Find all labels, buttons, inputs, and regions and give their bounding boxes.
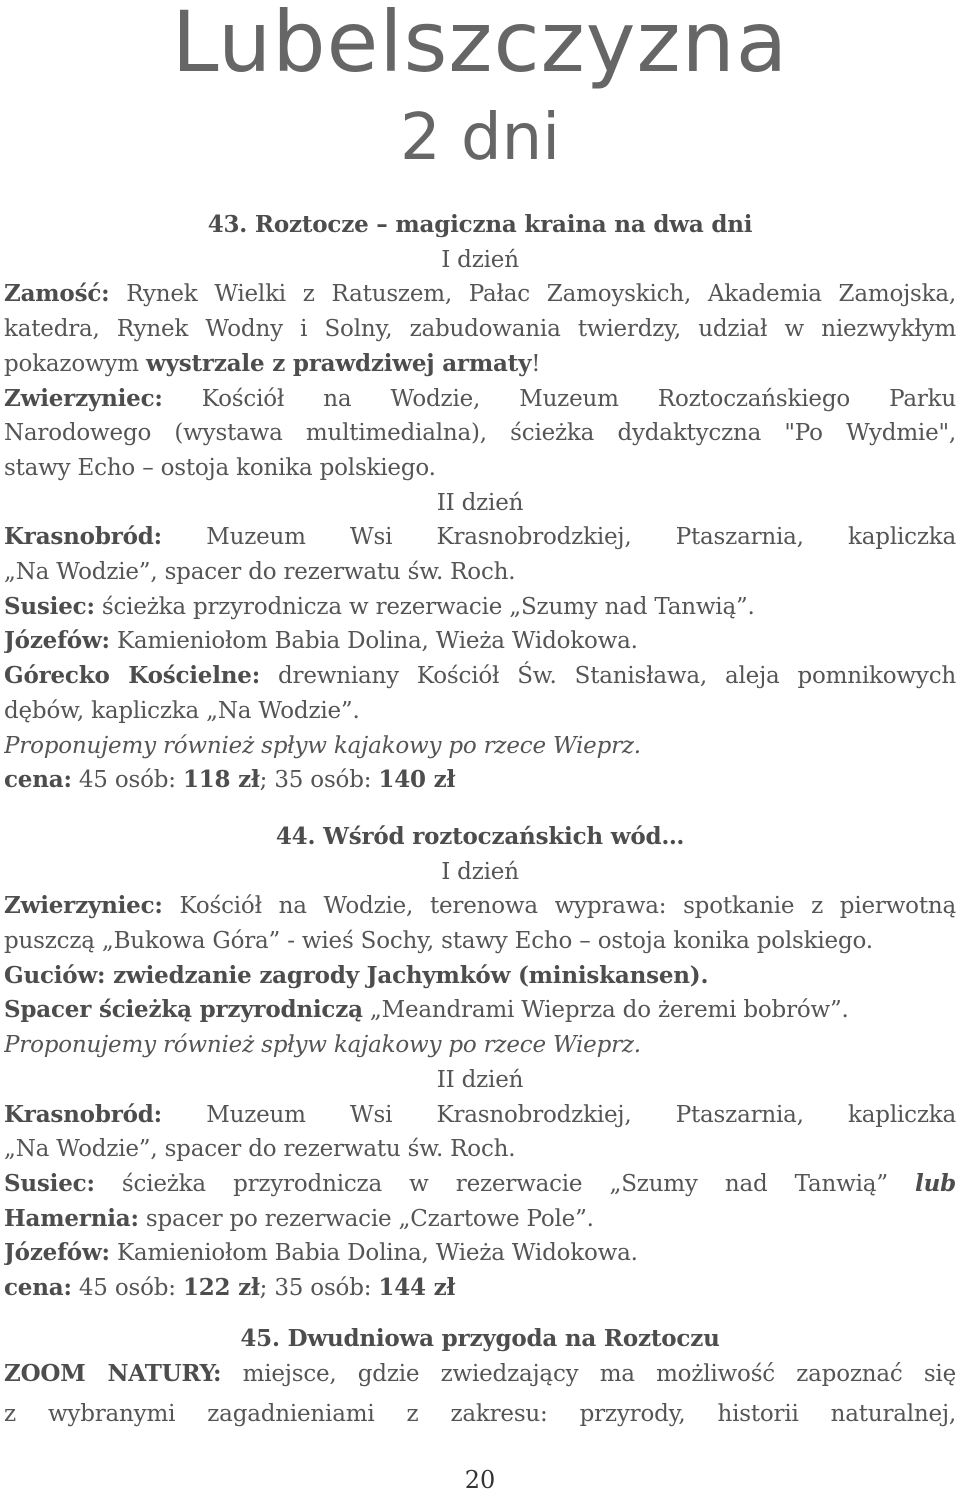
document-body <box>4 208 956 1432</box>
tour-44-kayak-note: Proponujemy również spływ kajakowy po rzece Wieprz. <box>4 1032 641 1059</box>
tour-43-day-2: II dzień <box>436 489 524 516</box>
tour-44-guciow: Guciów: zwiedzanie zagrody Jachymków (miniskansen). <box>4 961 709 989</box>
tour-45-zoom-line-1: ZOOM NATURY: miejsce, gdzie zwiedzający ma możliwość zapoznać się <box>4 1359 956 1387</box>
tour-44-zwierzyniec-line-2: puszczą „Bukowa Góra” - wieś Sochy, stawy Echo – ostoja konika polskiego. <box>4 928 873 955</box>
tour-43-kayak-note: Proponujemy również spływ kajakowy po rzece Wieprz. <box>4 732 641 759</box>
tour-43-gorecko-line-2: dębów, kapliczka „Na Wodzie”. <box>4 697 360 724</box>
tour-44-day-2: II dzień <box>436 1066 524 1093</box>
tour-44-jozefow: Józefów: Kamieniołom Babia Dolina, Wieża Widokowa. <box>4 1239 638 1267</box>
tour-44-hamernia: Hamernia: spacer po rezerwacie „Czartowe Pole”. <box>4 1204 594 1232</box>
tour-43-day-1: I dzień <box>441 246 519 273</box>
spacer <box>4 1306 956 1322</box>
tour-43-zwierzyniec-line-3: stawy Echo – ostoja konika polskiego. <box>4 454 436 481</box>
place-label: Józefów: <box>4 627 110 655</box>
place-label: Zwierzyniec: <box>4 384 163 412</box>
tour-43-krasnobrod-line-1: Krasnobród: Muzeum Wsi Krasnobrodzkiej, Ptaszarnia, kapliczka <box>4 523 956 551</box>
tour-43-zamosc-line-2: katedra, Rynek Wodny i Solny, zabudowania twierdzy, udział w niezwykłym <box>4 316 956 343</box>
spacer <box>4 798 956 820</box>
place-label: Górecko Kościelne: <box>4 662 261 690</box>
tour-44-day-1: I dzień <box>441 858 519 885</box>
place-label: ZOOM NATURY: <box>4 1359 222 1387</box>
page-number: 20 <box>464 1466 496 1494</box>
place-label: Krasnobród: <box>4 1100 162 1128</box>
tour-44-zwierzyniec-line-1: Zwierzyniec: Kościół na Wodzie, terenowa wyprawa: spotkanie z pierwotną <box>4 892 956 920</box>
tour-43-gorecko-line-1: Górecko Kościelne: drewniany Kościół Św. Stanisława, aleja pomnikowych <box>4 662 956 690</box>
place-label: Susiec: <box>4 1169 95 1197</box>
place-label: Zwierzyniec: <box>4 892 163 920</box>
tour-45-zoom-line-2: z wybranymi zagadnieniami z zakresu: przyrody, historii naturalnej, <box>4 1401 956 1428</box>
tour-43-zamosc-line-1: Zamość: Rynek Wielki z Ratuszem, Pałac Zamoyskich, Akademia Zamojska, <box>4 280 956 308</box>
tour-44-walk: Spacer ścieżką przyrodniczą „Meandrami Wieprza do żeremi bobrów”. <box>4 996 849 1024</box>
tour-43-zwierzyniec-line-2: Narodowego (wystawa multimedialna), ścieżka dydaktyczna "Po Wydmie", <box>4 420 956 447</box>
tour-43-susiec: Susiec: ścieżka przyrodnicza w rezerwacie „Szumy nad Tanwią”. <box>4 592 755 620</box>
page-title: Lubelszczyzna <box>171 0 789 91</box>
tour-44-krasnobrod-line-2: „Na Wodzie”, spacer do rezerwatu św. Roch. <box>4 1136 516 1163</box>
place-label: Józefów: <box>4 1239 110 1267</box>
tour-44-price: cena: 45 osób: 122 zł; 35 osób: 144 zł <box>4 1274 456 1302</box>
tour-44-susiec: Susiec: ścieżka przyrodnicza w rezerwacie „Szumy nad Tanwią” lub <box>4 1169 956 1197</box>
page-subtitle: 2 dni <box>399 101 561 175</box>
tour-43-zamosc-line-3: pokazowym wystrzale z prawdziwej armaty! <box>4 349 541 377</box>
tour-44-heading: 44. Wśród roztoczańskich wód… <box>275 822 685 850</box>
place-label: Krasnobród: <box>4 523 162 551</box>
tour-44-krasnobrod-line-1: Krasnobród: Muzeum Wsi Krasnobrodzkiej, Ptaszarnia, kapliczka <box>4 1100 956 1128</box>
tour-43-price: cena: 45 osób: 118 zł; 35 osób: 140 zł <box>4 766 456 794</box>
place-label: Zamość: <box>4 280 110 308</box>
tour-43-zwierzyniec-line-1: Zwierzyniec: Kościół na Wodzie, Muzeum Roztoczańskiego Parku <box>4 384 956 412</box>
tour-43-heading: 43. Roztocze – magiczna kraina na dwa dni <box>207 211 753 238</box>
tour-43-jozefow: Józefów: Kamieniołom Babia Dolina, Wieża Widokowa. <box>4 627 638 655</box>
place-label: Susiec: <box>4 592 95 620</box>
tour-43-krasnobrod-line-2: „Na Wodzie”, spacer do rezerwatu św. Roch. <box>4 559 516 586</box>
tour-45-heading: 45. Dwudniowa przygoda na Roztoczu <box>240 1324 720 1352</box>
place-label: Hamernia: <box>4 1204 139 1232</box>
